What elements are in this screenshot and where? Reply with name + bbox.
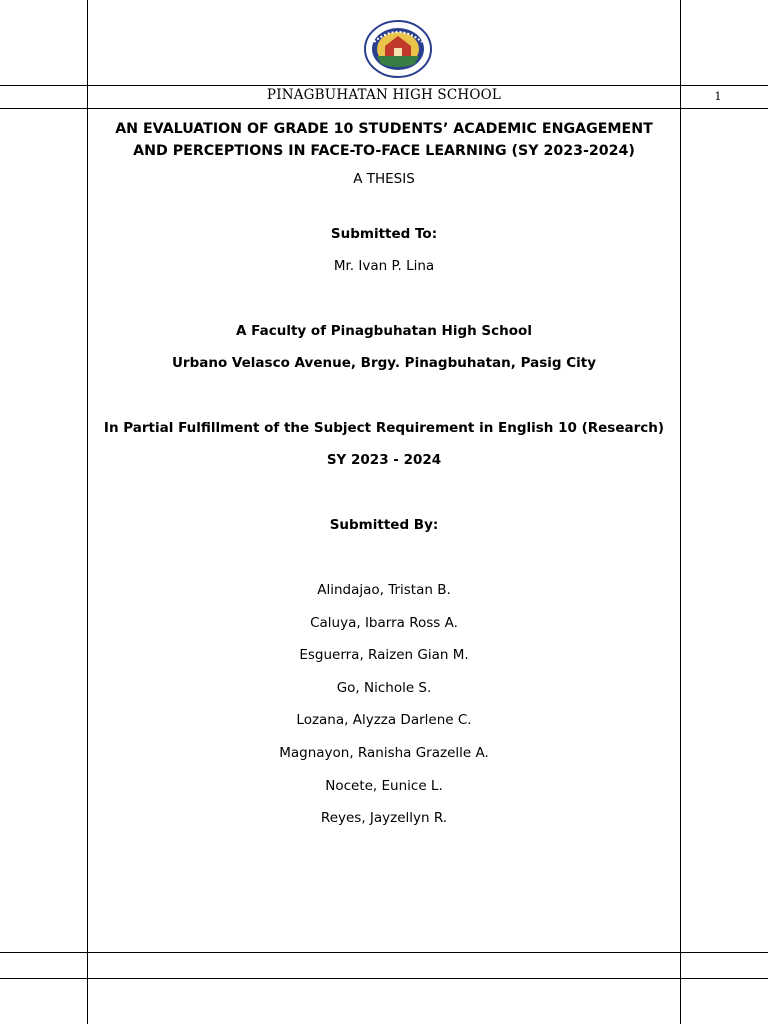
- footer-top-line: [0, 952, 768, 953]
- author-name: Magnayon, Ranisha Grazelle A.: [279, 744, 489, 761]
- school-address: Urbano Velasco Avenue, Brgy. Pinagbuhatan, Pasig City: [171, 355, 597, 371]
- title-page-content: [88, 118, 680, 842]
- author-name: Reyes, Jayzellyn R.: [320, 810, 448, 827]
- page-number: 1: [714, 90, 722, 103]
- thesis-title: [88, 118, 680, 162]
- adviser-name: Mr. Ivan P. Lina: [333, 258, 435, 274]
- footer-bottom-line: [0, 978, 768, 979]
- author-name: Go, Nichole S.: [336, 679, 432, 696]
- submitted-by-label: Submitted By:: [329, 517, 439, 533]
- fulfillment-statement: In Partial Fulfillment of the Subject Requirement in English 10 (Research): [103, 420, 665, 436]
- author-list: [88, 581, 680, 827]
- right-margin-line: [680, 0, 681, 1024]
- school-seal-icon: [363, 20, 433, 78]
- school-name-header: PINAGBUHATAN HIGH SCHOOL: [266, 87, 502, 103]
- school-year: SY 2023 - 2024: [326, 452, 442, 468]
- thesis-title-line-2: AND PERCEPTIONS IN FACE-TO-FACE LEARNING (SY 2023-2024): [133, 143, 635, 159]
- document-type: A THESIS: [353, 171, 415, 187]
- author-name: Caluya, Ibarra Ross A.: [310, 614, 458, 631]
- header-top-line: [0, 85, 768, 86]
- header-bottom-line: [0, 108, 768, 109]
- thesis-title-line-1: AN EVALUATION OF GRADE 10 STUDENTS’ ACADEMIC ENGAGEMENT: [115, 121, 653, 137]
- author-name: Lozana, Alyzza Darlene C.: [296, 712, 472, 729]
- faculty-line: A Faculty of Pinagbuhatan High School: [236, 323, 532, 339]
- author-name: Alindajao, Tristan B.: [317, 582, 451, 598]
- author-name: Esguerra, Raizen Gian M.: [299, 647, 469, 664]
- submitted-to-label: Submitted To:: [330, 226, 438, 242]
- author-name: Nocete, Eunice L.: [325, 777, 443, 794]
